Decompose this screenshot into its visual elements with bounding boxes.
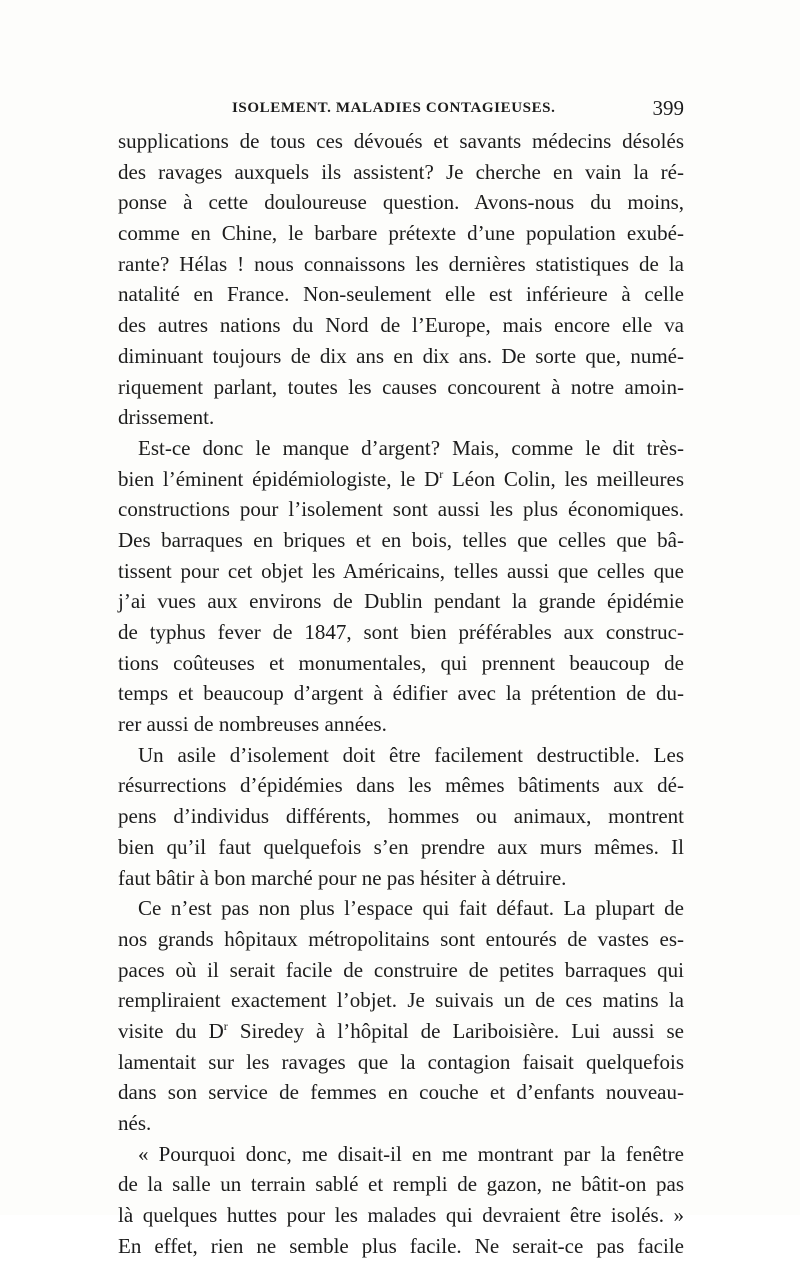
- text-line: des ravages auxquels ils assistent? Je cherche en vain la ré-: [118, 159, 684, 184]
- text-line: Des barraques en briques et en bois, telles que celles que bâ-: [118, 527, 684, 552]
- body-text: [118, 126, 684, 1261]
- text-line: nés.: [118, 1111, 152, 1135]
- text-line: drissement.: [118, 405, 215, 430]
- text-line: j’ai vues aux environs de Dublin pendant la grande épidémie: [118, 589, 684, 614]
- running-head: [118, 96, 684, 124]
- text-line: ponse à cette douloureuse question. Avons-nous du moins,: [118, 190, 684, 215]
- text-line: comme en Chine, le barbare prétexte d’une population exubé-: [118, 221, 684, 246]
- text-line: Un asile d’isolement doit être facilement destructible. Les: [138, 742, 684, 767]
- text-line: Ce n’est pas non plus l’espace qui fait défaut. La plupart de: [138, 896, 684, 921]
- superscript: r: [223, 1018, 228, 1033]
- text-line: tions coûteuses et monumentales, qui prennent beaucoup de: [118, 650, 684, 675]
- text-line: supplications de tous ces dévoués et savants médecins désolés: [118, 129, 684, 153]
- text-line: natalité en France. Non-seulement elle est inférieure à celle: [118, 282, 684, 307]
- text-line: pens d’individus différents, hommes ou animaux, montrent: [118, 804, 684, 829]
- text-line-segment: visite du D: [118, 1018, 224, 1043]
- text-line: bien qu’il faut quelquefois s’en prendre aux murs mêmes. Il: [118, 834, 684, 859]
- page-number: 399: [652, 96, 684, 120]
- text-line: temps et beaucoup d’argent à édifier avec la prétention de du-: [118, 681, 684, 706]
- text-line: Est-ce donc le manque d’argent? Mais, comme le dit très-: [138, 435, 684, 460]
- text-line: de typhus fever de 1847, sont bien préférables aux construc-: [118, 620, 684, 644]
- text-line: dans son service de femmes en couche et d’enfants nouveau-: [118, 1080, 684, 1105]
- text-line: constructions pour l’isolement sont aussi les plus économiques.: [118, 497, 684, 522]
- running-head-title: ISOLEMENT. MALADIES CONTAGIEUSES.: [232, 100, 556, 116]
- text-line: rante? Hélas ! nous connaissons les dernières statistiques de la: [118, 251, 684, 276]
- superscript: r: [439, 466, 444, 481]
- text-line: là quelques huttes pour les malades qui devraient être isolés. »: [118, 1203, 684, 1228]
- text-line: riquement parlant, toutes les causes concourent à notre amoin-: [118, 374, 684, 399]
- text-line-segment: Léon Colin, les meilleures: [443, 466, 684, 491]
- text-line-segment: Siredey à l’hôpital de Lariboisière. Lui aussi se: [227, 1018, 684, 1043]
- text-line: rer aussi de nombreuses années.: [118, 712, 387, 737]
- text-line: « Pourquoi donc, me disait-il en me montrant par la fenêtre: [138, 1141, 684, 1166]
- text-line: [118, 464, 684, 495]
- text-line: de la salle un terrain sablé et rempli de gazon, ne bâtit-on pas: [118, 1172, 684, 1197]
- text-line: tissent pour cet objet les Américains, telles aussi que celles que: [118, 558, 684, 583]
- text-line: rempliraient exactement l’objet. Je suivais un de ces matins la: [118, 988, 684, 1013]
- text-line: diminuant toujours de dix ans en dix ans. De sorte que, numé-: [118, 343, 684, 368]
- text-line: En effet, rien ne semble plus facile. Ne serait-ce pas facile: [118, 1233, 684, 1258]
- text-line: paces où il serait facile de construire de petites barraques qui: [118, 957, 684, 982]
- text-line: des autres nations du Nord de l’Europe, mais encore elle va: [118, 313, 684, 338]
- text-line: nos grands hôpitaux métropolitains sont entourés de vastes es-: [118, 926, 684, 951]
- text-line: résurrections d’épidémies dans les mêmes bâtiments aux dé-: [118, 773, 684, 798]
- text-line-segment: bien l’éminent épidémiologiste, le D: [118, 466, 440, 491]
- text-line: lamentait sur les ravages que la contagion faisait quelquefois: [118, 1049, 684, 1074]
- text-line: [118, 1016, 684, 1047]
- text-line: faut bâtir à bon marché pour ne pas hésiter à détruire.: [118, 865, 567, 890]
